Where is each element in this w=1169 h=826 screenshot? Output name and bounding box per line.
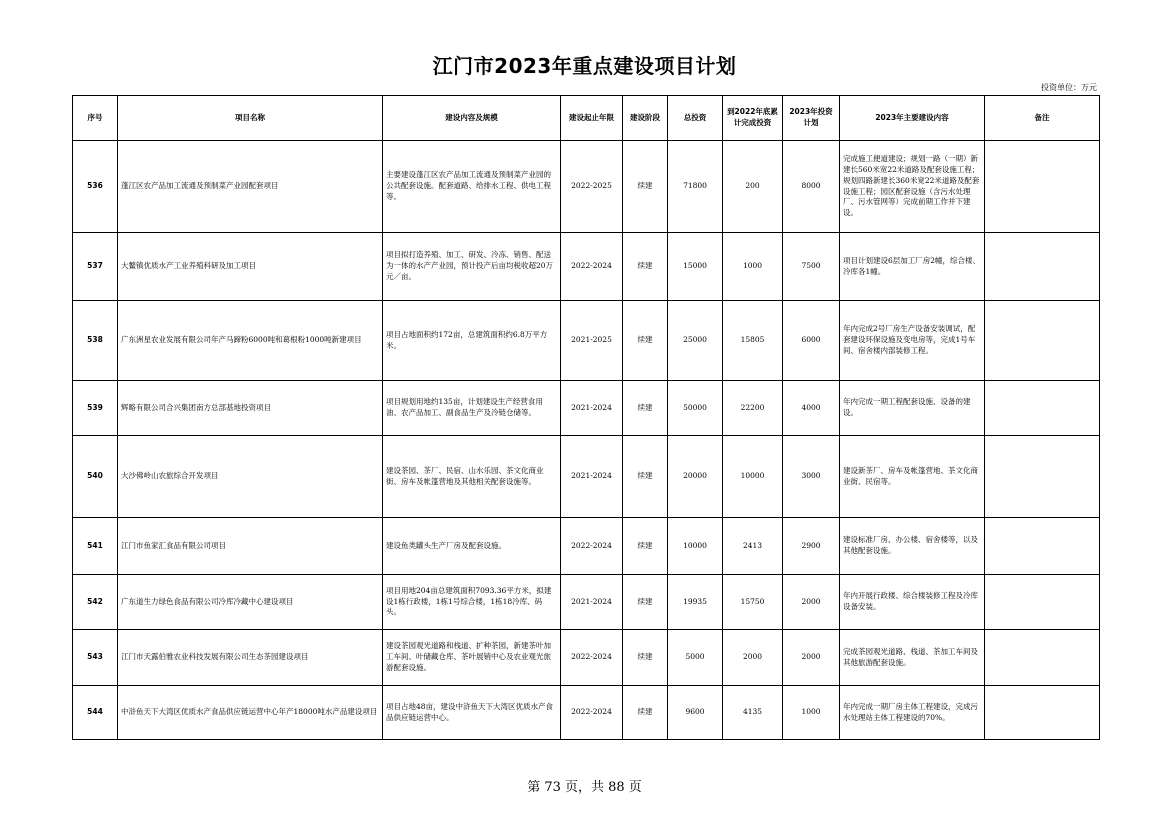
cell-plan: 6000 [783, 301, 840, 381]
table-header-row [73, 96, 1100, 141]
cell-seq: 536 [73, 141, 118, 233]
cell-seq: 543 [73, 630, 118, 686]
cell-name: 广东洲星农业发展有限公司年产马蹄粉6000吨和葛根粉1000吨新建项目 [118, 301, 383, 381]
cell-plan: 4000 [783, 381, 840, 436]
header-name: 项目名称 [118, 96, 383, 141]
cell-main2023: 年内完成一期工程配套设施、设备的建设。 [840, 381, 985, 436]
unit-label: 投资单位：万元 [1041, 83, 1097, 92]
table-row [73, 518, 1100, 575]
table-row [73, 630, 1100, 686]
cell-stage: 续建 [623, 575, 668, 630]
cell-content: 主要建设蓬江区农产品加工流通及预制菜产业园的公共配套设施。配套道路、给排水工程、供电工程等。 [383, 141, 561, 233]
project-table [72, 95, 1100, 740]
cell-done: 22200 [723, 381, 783, 436]
cell-period: 2021-2024 [561, 575, 623, 630]
cell-done: 10000 [723, 436, 783, 518]
cell-total: 50000 [668, 381, 723, 436]
cell-stage: 续建 [623, 436, 668, 518]
cell-stage: 续建 [623, 630, 668, 686]
cell-total: 25000 [668, 301, 723, 381]
header-stage: 建设阶段 [623, 96, 668, 141]
cell-content: 项目用地204亩总建筑面积7093.36平方米，拟建设1栋行政楼，1栋1号综合楼，1栋18冷库、码头。 [383, 575, 561, 630]
cell-main2023: 建设新茶厂、房车及帐篷营地、茶文化商业街、民宿等。 [840, 436, 985, 518]
cell-content: 项目规划用地约135亩，计划建设生产经营食用油、农产品加工、副食品生产及冷链仓储等。 [383, 381, 561, 436]
cell-plan: 7500 [783, 233, 840, 301]
cell-name: 江门市鱼家汇食品有限公司项目 [118, 518, 383, 575]
cell-total: 10000 [668, 518, 723, 575]
cell-period: 2022-2024 [561, 686, 623, 740]
cell-note [985, 233, 1100, 301]
table-row [73, 381, 1100, 436]
cell-note [985, 518, 1100, 575]
cell-plan: 2000 [783, 630, 840, 686]
cell-total: 5000 [668, 630, 723, 686]
cell-note [985, 575, 1100, 630]
cell-seq: 538 [73, 301, 118, 381]
cell-total: 71800 [668, 141, 723, 233]
cell-done: 2000 [723, 630, 783, 686]
cell-plan: 3000 [783, 436, 840, 518]
cell-stage: 续建 [623, 141, 668, 233]
cell-note [985, 436, 1100, 518]
header-period: 建设起止年限 [561, 96, 623, 141]
cell-name: 大鳌镇优质水产工业养殖科研及加工项目 [118, 233, 383, 301]
header-main2023: 2023年主要建设内容 [840, 96, 985, 141]
header-done: 到2022年底累计完成投资 [723, 96, 783, 141]
cell-stage: 续建 [623, 518, 668, 575]
cell-content: 项目占地面积约172亩，总建筑面积约6.8万平方米。 [383, 301, 561, 381]
cell-main2023: 完成施工便道建设；规划一路（一期）新建长560米宽22米道路及配套设施工程；规划四路新建长360米宽22米道路及配套设施工程；园区配套设施（含污水处理厂、污水管网等）完成前期工作并下建设。 [840, 141, 985, 233]
cell-main2023: 项目计划建设6层加工厂房2幢，综合楼、冷库各1幢。 [840, 233, 985, 301]
cell-content: 项目占地48亩，建设中浒鱼天下大湾区优质水产食品供应链运营中心。 [383, 686, 561, 740]
cell-total: 9600 [668, 686, 723, 740]
cell-period: 2022-2024 [561, 233, 623, 301]
cell-seq: 537 [73, 233, 118, 301]
cell-note [985, 381, 1100, 436]
cell-period: 2022-2025 [561, 141, 623, 233]
page-title: 江门市2023年重点建设项目计划 [432, 54, 737, 78]
cell-stage: 续建 [623, 301, 668, 381]
cell-main2023: 建设标准厂房、办公楼、宿舍楼等，以及其他配套设施。 [840, 518, 985, 575]
cell-seq: 541 [73, 518, 118, 575]
cell-total: 20000 [668, 436, 723, 518]
cell-note [985, 686, 1100, 740]
cell-seq: 540 [73, 436, 118, 518]
cell-name: 中浒鱼天下大湾区优质水产食品供应链运营中心年产18000吨水产品建设项目 [118, 686, 383, 740]
cell-period: 2022-2024 [561, 630, 623, 686]
cell-stage: 续建 [623, 233, 668, 301]
cell-content: 项目拟打造养殖、加工、研发、冷冻、销售、配送为一体的水产产业园，预计投产后亩均税收超20万元／亩。 [383, 233, 561, 301]
table-row [73, 141, 1100, 233]
cell-period: 2021-2024 [561, 381, 623, 436]
table-row [73, 436, 1100, 518]
cell-main2023: 年内开展行政楼、综合楼装修工程及冷库设备安装。 [840, 575, 985, 630]
table-row [73, 233, 1100, 301]
cell-done: 15805 [723, 301, 783, 381]
cell-note [985, 301, 1100, 381]
cell-content: 建设鱼类罐头生产厂房及配套设施。 [383, 518, 561, 575]
header-plan: 2023年投资计划 [783, 96, 840, 141]
header-note: 备注 [985, 96, 1100, 141]
table-row [73, 686, 1100, 740]
cell-name: 江门市天露伯雅农业科技发展有限公司生态茶园建设项目 [118, 630, 383, 686]
cell-main2023: 完成茶园观光道路、栈道、茶加工车间及其他旅游配套设施。 [840, 630, 985, 686]
cell-seq: 542 [73, 575, 118, 630]
cell-done: 2413 [723, 518, 783, 575]
cell-plan: 2900 [783, 518, 840, 575]
cell-name: 广东道生力绿色食品有限公司冷库冷藏中心建设项目 [118, 575, 383, 630]
cell-plan: 2000 [783, 575, 840, 630]
cell-note [985, 630, 1100, 686]
cell-name: 大沙佛岭山农旅综合开发项目 [118, 436, 383, 518]
cell-done: 4135 [723, 686, 783, 740]
cell-main2023: 年内完成2号厂房生产设备安装调试，配套建设环保设施及变电房等，完成1号车间、宿舍楼内部装修工程。 [840, 301, 985, 381]
cell-main2023: 年内完成一期厂房主体工程建设，完成污水处理站主体工程建设的70%。 [840, 686, 985, 740]
cell-note [985, 141, 1100, 233]
cell-done: 15750 [723, 575, 783, 630]
cell-content: 建设茶园、茶厂、民宿、山水乐园、茶文化商业街、房车及帐篷营地及其他相关配套设施等。 [383, 436, 561, 518]
cell-seq: 539 [73, 381, 118, 436]
cell-content: 建设茶园观光道路和栈道、扩种茶园，新建茶叶加工车间、叶储藏仓库、茶叶展销中心及农业观光旅游配套设施。 [383, 630, 561, 686]
cell-plan: 1000 [783, 686, 840, 740]
cell-total: 19935 [668, 575, 723, 630]
cell-period: 2021-2025 [561, 301, 623, 381]
cell-name: 辉略有限公司合兴集团南方总部基地投资项目 [118, 381, 383, 436]
header-seq: 序号 [73, 96, 118, 141]
table-row [73, 575, 1100, 630]
cell-name: 蓬江区农产品加工流通及预制菜产业园配套项目 [118, 141, 383, 233]
cell-seq: 544 [73, 686, 118, 740]
cell-period: 2021-2024 [561, 436, 623, 518]
header-content: 建设内容及规模 [383, 96, 561, 141]
cell-done: 1000 [723, 233, 783, 301]
cell-total: 15000 [668, 233, 723, 301]
cell-period: 2022-2024 [561, 518, 623, 575]
cell-done: 200 [723, 141, 783, 233]
cell-stage: 续建 [623, 686, 668, 740]
header-total: 总投资 [668, 96, 723, 141]
cell-plan: 8000 [783, 141, 840, 233]
cell-stage: 续建 [623, 381, 668, 436]
table-row [73, 301, 1100, 381]
page-footer: 第 73 页，共 88 页 [527, 780, 642, 795]
